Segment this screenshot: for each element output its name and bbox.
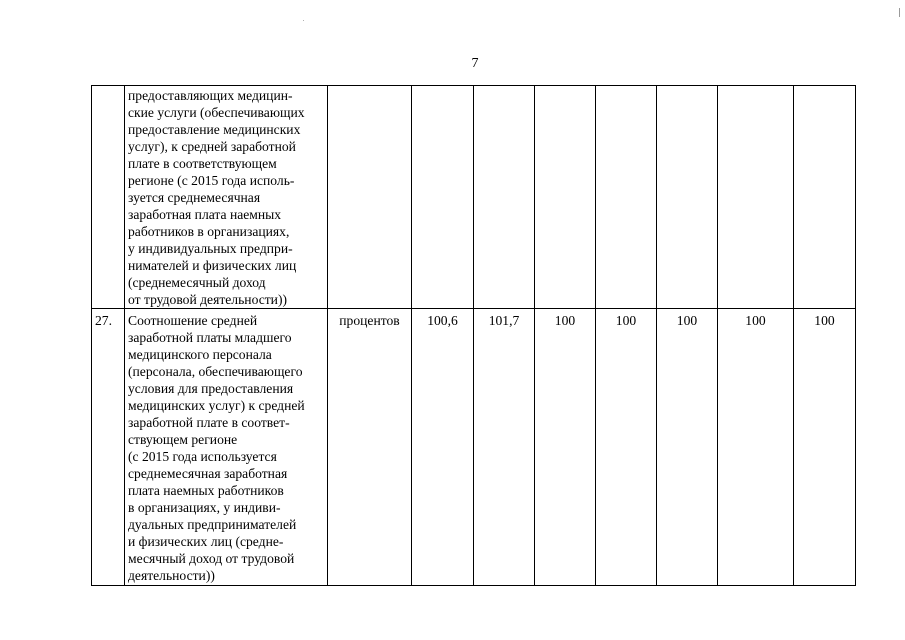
description-line: ские услуги (обеспечивающих	[128, 105, 305, 120]
description-line: заработной платы младшего	[128, 330, 292, 345]
description-line: предоставление медицинских	[128, 122, 301, 137]
value-cell: 100	[657, 309, 718, 586]
description-line: дуальных предпринимателей	[128, 517, 297, 532]
description-line: у индивидуальных предпри-	[128, 241, 293, 256]
description-line: плате в соответствующем	[128, 156, 277, 171]
description-line: работников в организациях,	[128, 224, 290, 239]
description-line: ствующем регионе	[128, 432, 238, 447]
value-cell: 100	[535, 309, 596, 586]
value-cell: 100,6	[412, 309, 474, 586]
value-cell	[596, 86, 657, 309]
page-number: 7	[471, 56, 479, 71]
description-line: Соотношение средней	[128, 313, 258, 328]
value-cell: 101,7	[474, 309, 535, 586]
description-line: медицинских услуг) к средней	[128, 398, 305, 413]
value-cell: 100	[596, 309, 657, 586]
description-line: заработной плате в соответ-	[128, 415, 290, 430]
row-description-cell	[125, 309, 328, 586]
table-row	[92, 86, 856, 309]
row-number-cell: 27.	[92, 309, 125, 586]
description-line: нимателей и физических лиц	[128, 258, 297, 273]
value-cell	[794, 86, 856, 309]
description-line: месячный доход от трудовой	[128, 551, 295, 566]
unit-cell	[328, 86, 412, 309]
description-line: деятельности))	[128, 568, 215, 583]
value-cell	[535, 86, 596, 309]
value-cell	[657, 86, 718, 309]
description-line: в организациях, у индиви-	[128, 500, 281, 515]
description-line: предоставляющих медицин-	[128, 88, 293, 103]
unit-cell: процентов	[328, 309, 412, 586]
description-line: (среднемесячный доход	[128, 275, 266, 290]
description-line: плата наемных работников	[128, 483, 284, 498]
description-line: среднемесячная заработная	[128, 466, 288, 481]
description-line: зуется среднемесячная	[128, 190, 261, 205]
description-line: медицинского персонала	[128, 347, 272, 362]
value-cell	[474, 86, 535, 309]
value-cell	[718, 86, 794, 309]
value-cell	[412, 86, 474, 309]
indicators-table	[91, 85, 856, 586]
value-cell: 100	[794, 309, 856, 586]
description-line: и физических лиц (средне-	[128, 534, 284, 549]
description-line: услуг), к средней заработной	[128, 139, 296, 154]
description-line: регионе (с 2015 года исполь-	[128, 173, 295, 188]
scan-edge-mark	[899, 8, 900, 17]
table-row	[92, 309, 856, 586]
description-line: (с 2015 года используется	[128, 449, 277, 464]
description-line: от трудовой деятельности))	[128, 292, 288, 307]
description-line: (персонала, обеспечивающего	[128, 364, 303, 379]
scan-speck	[303, 20, 304, 21]
row-description-cell	[125, 86, 328, 309]
value-cell: 100	[718, 309, 794, 586]
description-line: заработная плата наемных	[128, 207, 282, 222]
description-line: условия для предоставления	[128, 381, 294, 396]
row-number-cell	[92, 86, 125, 309]
